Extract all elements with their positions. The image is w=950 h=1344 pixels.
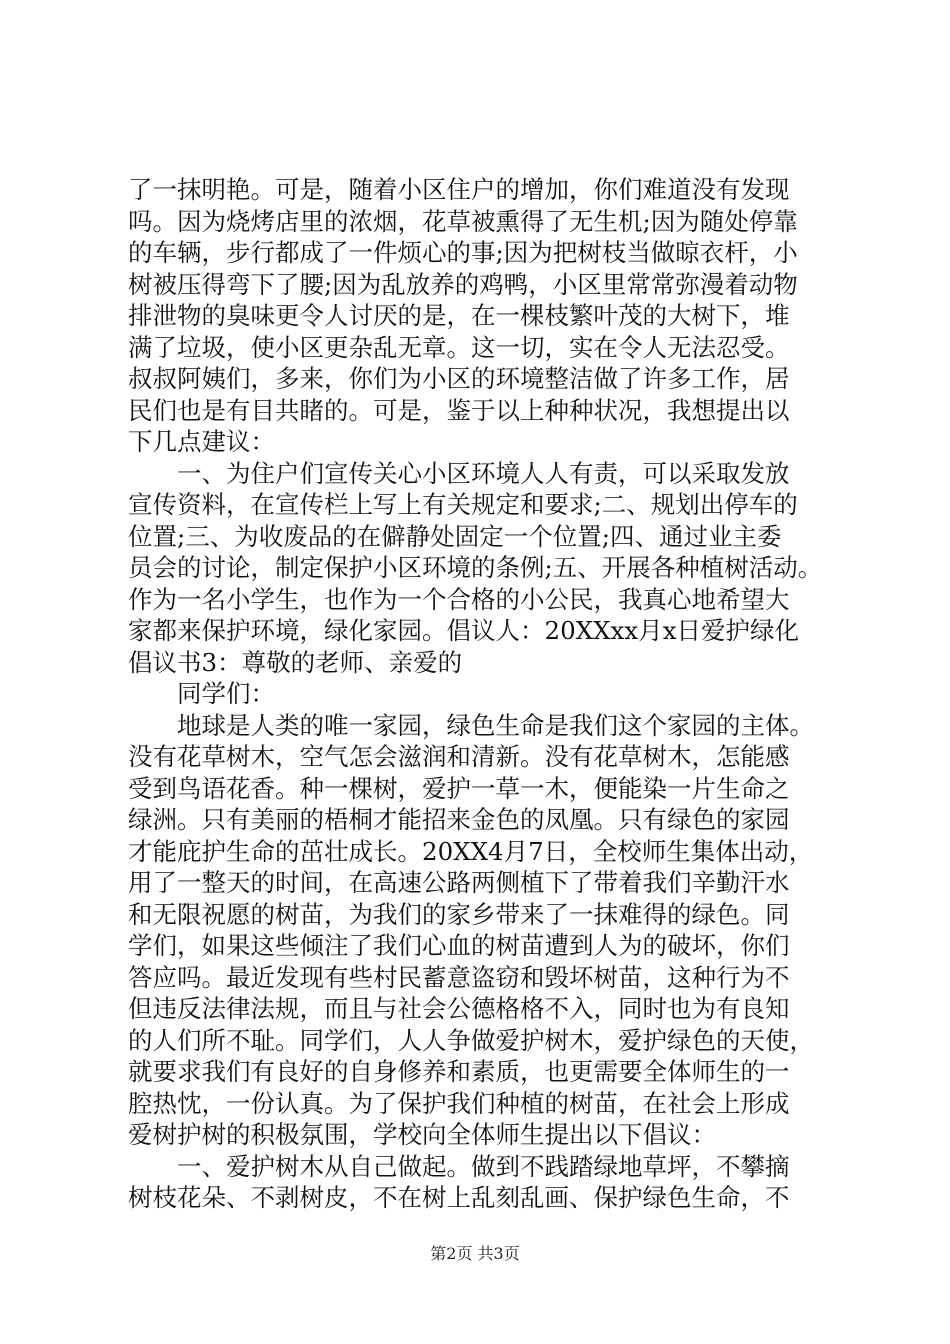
text-line: 倡议书3：尊敬的老师、亲爱的 <box>128 647 463 677</box>
text-line: 用了一整天的时间，在高速公路两侧植下了带着我们辛勤汗水 <box>128 868 790 897</box>
text-line: 家都来保护环境，绿化家园。倡议人：20XXxx月x日爱护绿化 <box>128 616 800 645</box>
text-line: 一、为住户们宣传关心小区环境人人有责，可以采取发放 <box>128 458 790 488</box>
text-line: 但违反法律法规，而且与社会公德格格不入，同时也为有良知 <box>128 994 790 1023</box>
text-line: 绿洲。只有美丽的梧桐才能招来金色的凤凰。只有绿色的家园 <box>128 805 790 834</box>
text-line: 满了垃圾，使小区更杂乱无章。这一切，实在令人无法忍受。 <box>128 332 790 362</box>
text-line: 作为一名小学生，也作为一个合格的小公民，我真心地希望大 <box>128 584 790 614</box>
text-line: 下几点建议： <box>128 427 275 456</box>
text-line: 受到鸟语花香。种一棵树，爱护一草一木，便能染一片生命之 <box>128 773 790 803</box>
text-line: 爱树护树的积极氛围，学校向全体师生提出以下倡议： <box>128 1120 716 1149</box>
text-line: 学们，如果这些倾注了我们心血的树苗遭到人为的破坏，你们 <box>128 931 790 960</box>
text-line: 同学们： <box>128 679 275 708</box>
text-line: 树被压得弯下了腰;因为乱放养的鸡鸭，小区里常常弥漫着动物 <box>128 269 798 299</box>
text-line: 宣传资料，在宣传栏上写上有关规定和要求;二、规划出停车的 <box>128 490 798 519</box>
text-line: 没有花草树木，空气怎会滋润和清新。没有花草树木，怎能感 <box>128 742 790 771</box>
body-text <box>128 174 828 1214</box>
text-line: 的车辆，步行都成了一件烦心的事;因为把树枝当做晾衣杆，小 <box>128 238 798 267</box>
text-line: 和无限祝愿的树苗，为我们的家乡带来了一抹难得的绿色。同 <box>128 899 790 929</box>
text-line: 腔热忱，一份认真。为了保护我们种植的树苗，在社会上形成 <box>128 1088 790 1118</box>
text-line: 的人们所不耻。同学们，人人争做爱护树木，爱护绿色的天使， <box>128 1025 814 1055</box>
text-line: 树枝花朵、不剥树皮，不在树上乱刻乱画、保护绿色生命，不 <box>128 1183 790 1212</box>
text-line: 地球是人类的唯一家园，绿色生命是我们这个家园的主体。 <box>128 710 814 740</box>
text-line: 排泄物的臭味更令人讨厌的是，在一棵枝繁叶茂的大树下，堆 <box>128 301 790 330</box>
text-line: 叔叔阿姨们，多来，你们为小区的环境整洁做了许多工作，居 <box>128 364 790 393</box>
text-line: 位置;三、为收废品的在僻静处固定一个位置;四、通过业主委 <box>128 521 782 551</box>
text-line: 就要求我们有良好的自身修养和素质，也更需要全体师生的一 <box>128 1057 790 1086</box>
text-line: 了一抹明艳。可是，随着小区住户的增加，你们难道没有发现 <box>128 175 790 204</box>
page-footer: 第2页 共3页 <box>430 1244 520 1263</box>
text-line: 才能庇护生命的茁壮成长。20XX4月7日，全校师生集体出动， <box>128 836 814 866</box>
text-line: 民们也是有目共睹的。可是，鉴于以上种种状况，我想提出以 <box>128 395 790 425</box>
text-line: 吗。因为烧烤店里的浓烟，花草被熏得了无生机;因为随处停靠 <box>128 206 798 236</box>
text-line: 员会的讨论，制定保护小区环境的条例;五、开展各种植树活动。 <box>128 553 823 582</box>
text-line: 一、爱护树木从自己做起。做到不践踏绿地草坪，不攀摘 <box>128 1151 790 1181</box>
text-line: 答应吗。最近发现有些村民蓄意盗窃和毁坏树苗，这种行为不 <box>128 962 790 992</box>
